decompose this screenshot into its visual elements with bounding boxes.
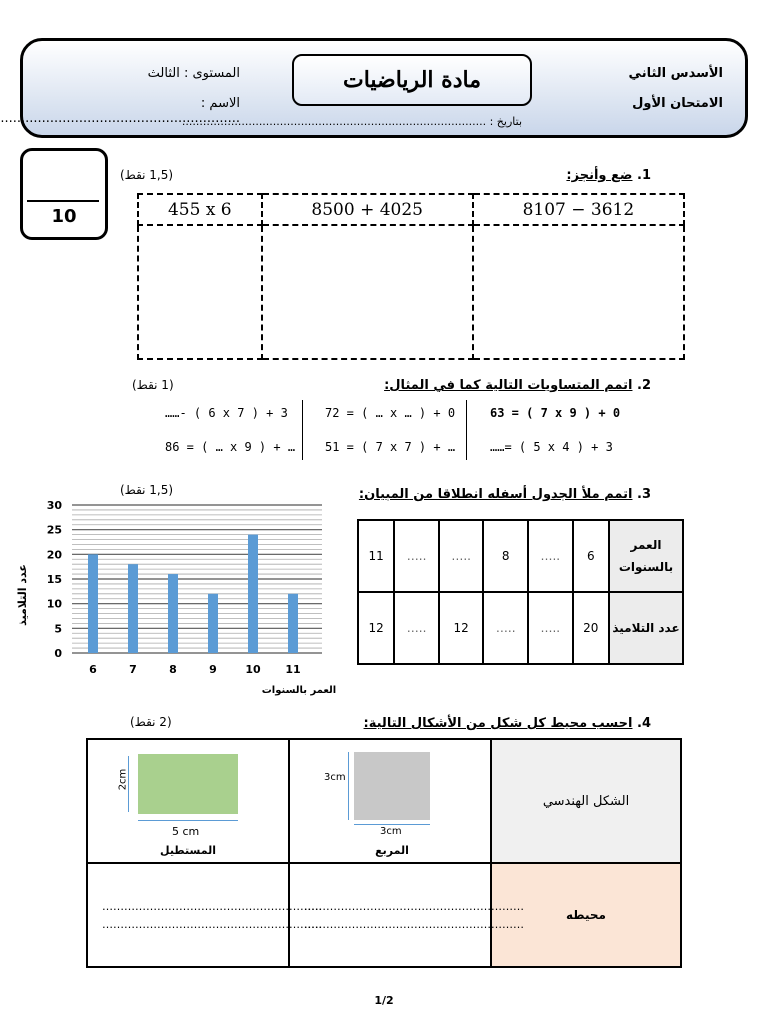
- t3-label-age: العمر بالسنوات: [609, 520, 683, 592]
- exam-label: الامتحان الأول: [632, 96, 723, 111]
- q2-eq-1: ……- ( 6 x 7 ) + 3: [165, 406, 288, 420]
- chart-ytick-label: 25: [46, 523, 62, 537]
- q2-eq-6: ……= ( 5 x 4 ) + 3: [490, 440, 613, 454]
- t3-label-students: عدد التلاميذ: [609, 592, 683, 664]
- subject-title: مادة الرياضيات: [292, 54, 532, 106]
- q1-heading: [566, 168, 651, 183]
- chart-grid: [72, 505, 322, 653]
- chart-xtick-label: 6: [89, 663, 97, 676]
- chart-bar: [208, 594, 218, 653]
- rect-width-label: 5 cm: [172, 825, 200, 838]
- q1-table: [137, 193, 685, 360]
- rect-width-arrow: [138, 820, 238, 821]
- q1-points: (1,5 نقط): [120, 168, 174, 182]
- rect-name: المستطيل: [160, 844, 216, 857]
- t3-cell-r2-2[interactable]: …..: [528, 592, 573, 664]
- score-divider: [27, 200, 99, 202]
- chart-ylabel: عدد التلاميذ: [16, 564, 29, 626]
- q4-number: 4.: [637, 716, 651, 731]
- chart-ytick-label: 10: [46, 597, 62, 611]
- score-total: 10: [51, 206, 77, 227]
- q4-points: (2 نقط): [130, 715, 172, 729]
- level-label: المستوى : الثالث: [147, 66, 240, 81]
- rect-cell: [87, 739, 289, 863]
- chart-xtick-label: 11: [285, 663, 301, 676]
- q1-op-1: 455 x 6: [138, 194, 262, 225]
- q3-title: اتمم ملأ الجدول أسفله انطلاقا من المبيان:: [358, 487, 633, 502]
- t3-cell-r2-4[interactable]: 12: [439, 592, 484, 664]
- q1-number: 1.: [637, 168, 651, 183]
- q1-answer-3[interactable]: [473, 225, 684, 359]
- t3-cell-r1-6[interactable]: 11: [358, 520, 394, 592]
- q2-divider-2: [466, 400, 467, 460]
- square-side-arrow: [348, 752, 349, 820]
- q2-heading: [384, 378, 651, 393]
- t3-cell-r1-2[interactable]: …..: [528, 520, 573, 592]
- square-shape: [354, 752, 430, 820]
- chart-bar: [288, 594, 298, 653]
- chart-ytick-label: 30: [46, 499, 62, 512]
- chart-xtick-label: 9: [209, 663, 217, 676]
- rect-answer-line-1[interactable]: ……………………………………………………: [102, 900, 322, 913]
- q1-op-2: 8500 + 4025: [262, 194, 473, 225]
- chart-y-ticks: [47, 499, 63, 660]
- chart-xtick-label: 7: [129, 663, 137, 676]
- q3-points: (1,5 نقط): [120, 483, 174, 497]
- q2-title: اتمم المتساويات التالية كما في المثال:: [384, 378, 633, 393]
- square-bottom-label: 3cm: [380, 826, 402, 837]
- shape-label-cell: الشكل الهندسي: [491, 739, 681, 863]
- q2-eq-example: 63 = ( 7 x 9 ) + 0: [490, 406, 621, 420]
- chart-ytick-label: 20: [46, 548, 62, 562]
- rectangle-shape: [138, 754, 238, 814]
- t3-cell-r1-4[interactable]: …..: [439, 520, 484, 592]
- chart-bar: [248, 535, 258, 653]
- square-answer-line-1[interactable]: ……………………………………………………: [304, 900, 524, 913]
- q1-title: ضع وأنجز:: [566, 168, 633, 183]
- chart-ytick-label: 5: [54, 622, 62, 636]
- q4-table: [86, 738, 682, 968]
- t3-cell-r2-1[interactable]: 20: [573, 592, 609, 664]
- rect-answer-line-2[interactable]: ……………………………………………………: [102, 918, 322, 931]
- t3-cell-r1-3[interactable]: 8: [483, 520, 528, 592]
- q2-number: 2.: [637, 378, 651, 393]
- q2-eq-2: 86 = ( … x 9 ) + …: [165, 440, 296, 454]
- q2-points: (1 نقط): [132, 378, 174, 392]
- q4-title: احسب محيط كل شكل من الأشكال التالية:: [363, 716, 633, 731]
- q1-answer-2[interactable]: [262, 225, 473, 359]
- q3-number: 3.: [637, 487, 651, 502]
- t3-cell-r2-5[interactable]: …..: [394, 592, 439, 664]
- square-answer-line-2[interactable]: ……………………………………………………: [304, 918, 524, 931]
- semester-label: الأسدس الثاني: [628, 66, 723, 81]
- square-bottom-arrow: [354, 824, 430, 825]
- q2-divider-1: [302, 400, 303, 460]
- name-field[interactable]: الاسم : ..........................................................: [0, 96, 240, 126]
- chart-xtick-label: 8: [169, 663, 177, 676]
- square-cell: [289, 739, 491, 863]
- square-name: المربع: [375, 844, 409, 857]
- q4-heading: [364, 716, 651, 731]
- perimeter-label-cell: محيطه: [491, 863, 681, 967]
- chart-xtick-label: 10: [245, 663, 261, 676]
- chart-xlabel: العمر بالسنوات: [261, 685, 337, 696]
- square-side-label: 3cm: [324, 772, 346, 783]
- t3-cell-r1-5[interactable]: …..: [394, 520, 439, 592]
- q2-eq-3: 72 = ( … x … ) + 0: [325, 406, 456, 420]
- chart-bar: [168, 574, 178, 653]
- rect-height-label: 2cm: [117, 768, 129, 791]
- bar-chart: [14, 490, 344, 702]
- t3-cell-r1-1[interactable]: 6: [573, 520, 609, 592]
- q1-answer-1[interactable]: [138, 225, 262, 359]
- chart-bar: [128, 564, 138, 653]
- chart-ytick-label: 15: [46, 573, 62, 586]
- chart-x-ticks: [89, 663, 300, 676]
- q2-eq-4: 51 = ( 7 x 7 ) + …: [325, 440, 456, 454]
- t3-cell-r2-6[interactable]: 12: [358, 592, 394, 664]
- chart-bar: [88, 554, 98, 653]
- square-perimeter-cell[interactable]: [289, 863, 524, 967]
- t3-cell-r2-3[interactable]: …..: [483, 592, 528, 664]
- page-number: 1/2: [374, 994, 394, 1007]
- q1-op-3: 8107 − 3612: [473, 194, 684, 225]
- q3-heading: [359, 487, 651, 502]
- chart-ytick-label: 0: [54, 647, 62, 660]
- q3-table: [357, 519, 684, 665]
- date-field[interactable]: بتاريخ : .......................................................................................: [181, 115, 522, 128]
- rect-perimeter-cell[interactable]: [87, 863, 322, 967]
